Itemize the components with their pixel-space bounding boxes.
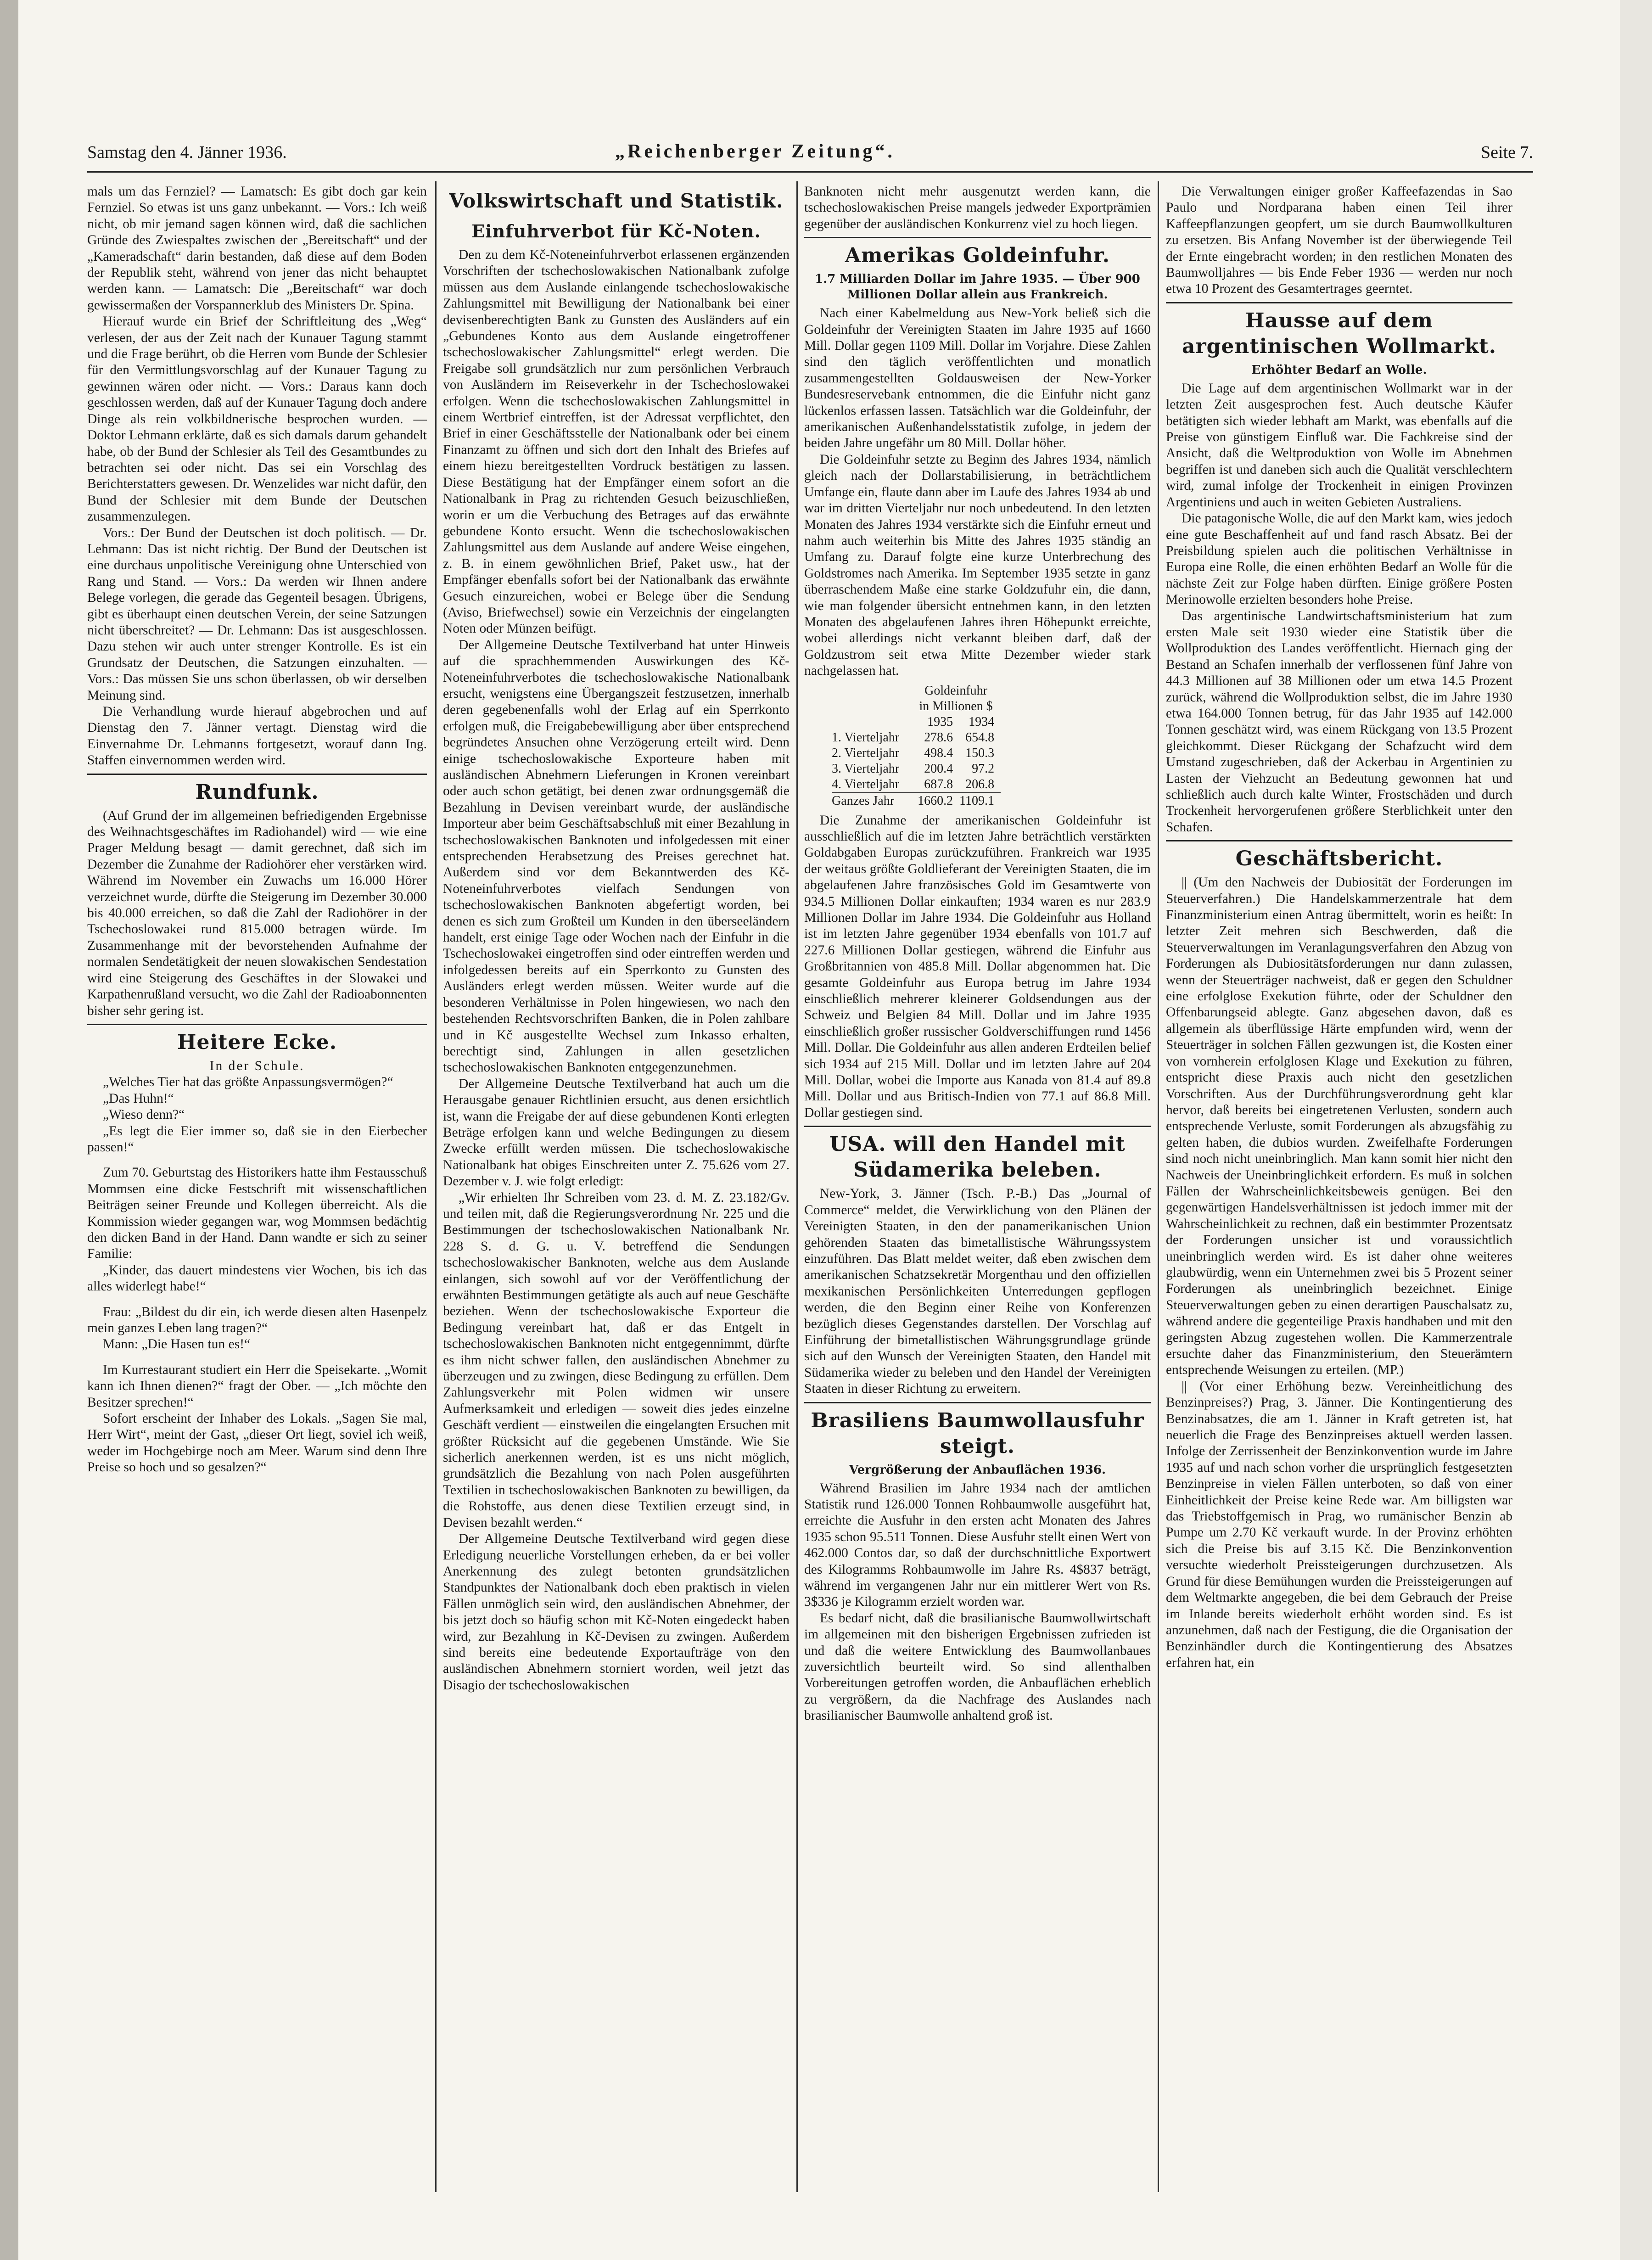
wolle-headline: Hausse auf dem argentinischen Wollmarkt. <box>1182 308 1497 358</box>
anecdote-paragraph: Frau: „Bildest du dir ein, ich werde diesen alten Hasenpelz mein ganzes Leben lang tragen?“ <box>87 1304 427 1335</box>
trial-paragraph: mals um das Fernziel? — Lamatsch: Es gibt doch gar kein Fernziel. So etwas ist uns ganz unbekannt. — Vors.: Ich weiß nicht, ob mir jemand sagen können wird, daß die sachlichen Gründe des Zwiespaltes zwischen der „Bereitschaft“ und der „Kameradschaft“ darin bestanden, daß diese auf dem Boden der Republik steht, während von jener das nicht behauptet werden kann. — Lamatsch: Die „Bereitschaft“ war doch gewissermaßen der Vorspannerklub des Ministers Dr. Spina. <box>87 184 427 313</box>
table-year-header: 1935 <box>927 714 953 729</box>
article-paragraph: Die Goldeinfuhr setzte zu Beginn des Jahres 1934, nämlich gleich nach der Dollarstabilisierung, in beträchtlichem Umfange ein, flaute dann aber im Laufe des Jahres 1934 ab und war im dritten Vierteljahr nur noch unbedeutend. In den letzten Monaten des Jahres 1934 verstärkte sich die Einfuhr erneut und nahm auch weiterhin bis Mitte des Jahres 1935 ständig an Umfang zu. Darauf folgte eine kurze Unterbrechung des Goldstromes nach Amerika. Im September 1935 setzte in ganz überraschendem Maße eine starke Goldzufuhr ein, die dann, wie man folgender übersicht entnehmen kann, in den letzten Monaten des abgelaufenen Jahres ihren Höhepunkt erreichte, wobei allerdings nicht verkannt bleiben darf, daß der Goldzustrom seit etwa Mitte Dezember wieder stark nachgelassen hat. <box>804 452 1151 679</box>
column-3 <box>804 184 1151 2185</box>
cell-1935: 200.4 <box>924 761 953 776</box>
trial-paragraph: Die Verhandlung wurde hierauf abgebrochen und auf Dienstag den 7. Jänner vertagt. Dienstag wird die Einvernahme Dr. Lehmanns fortgesetzt, worauf dann Ing. Staffen einvernommen werden wird. <box>87 704 427 768</box>
divider <box>1166 840 1512 841</box>
column-rule-2 <box>796 181 798 2192</box>
section-headline: Volkswirtschaft und Statistik. <box>449 190 784 212</box>
cell-1934: 150.3 <box>965 746 995 760</box>
wolle-subheadline: Erhöhter Bedarf an Wolle. <box>1251 363 1427 377</box>
article-paragraph: Banknoten nicht mehr ausgenutzt werden kann, die tschechoslowakischen Preise mangels jedweder Exportprämien gegenüber der ausländischen Konkurrenz viel zu hoch liegen. <box>804 184 1151 231</box>
table-header: in Millionen $ <box>919 699 993 713</box>
total-1935: 1660.2 <box>918 793 959 809</box>
joke-line: „Wieso denn?“ <box>103 1107 185 1122</box>
cell-1935: 498.4 <box>924 746 953 760</box>
running-header <box>87 138 1533 170</box>
column-2 <box>443 184 790 2185</box>
table-row <box>832 730 1001 746</box>
joke-line: „Welches Tier hat das größte Anpassungsvermögen?“ <box>103 1075 393 1090</box>
article-paragraph: Der Allgemeine Deutsche Textilverband wird gegen diese Erledigung neuerliche Vorstellungen erheben, da er bei voller Anerkennung des zulegt betonten grundsätzlichen Standpunktes der Nationalbank doch eben praktisch in vielen Fällen unmöglich sein wird, den ausländischen Abnehmer, der bis jetzt doch so häufig schon mit Kč-Noten eingedeckt haben wird, zur Bezahlung in Kč-Devisen zu zwingen. Außerdem sind bereits eine bedeutende Exportaufträge von den ausländischen Abnehmern storniert worden, weil jetzt das Disagio der tschechoslowakischen <box>443 1531 790 1693</box>
anecdote-paragraph: Zum 70. Geburtstag des Historikers hatte ihm Festausschuß Mommsen eine dicke Festschrift mit wissenschaftlichen Beiträgen seiner Freunde und Kollegen überreicht. Als die Kommission wieder gegangen war, wog Mommsen bedächtig den dicken Band in der Hand. Dann wandte er sich zu seiner Familie: <box>87 1165 427 1262</box>
amerika-subheadline: 1.7 Milliarden Dollar im Jahre 1935. — Über 900 Millionen Dollar allein aus Frankreich. <box>815 272 1140 302</box>
anecdote-paragraph: Mann: „Die Hasen tun es!“ <box>103 1337 251 1352</box>
article-paragraph: || (Vor einer Erhöhung bezw. Vereinheitlichung des Benzinpreises?) Prag, 3. Jänner. Die Kontingentierung des Benzinabsatzes, die am 1. Jänner in Kraft getreten ist, hat neuerlich die Frage des Benzinpreises aktuell werden lassen. Infolge der Zerrissenheit der Benzinkonvention wurde im Jahre 1935 auf und nach schon vorher die ursprünglich festgesetzten Benzinpreise in vielen Fällen unterboten, so daß von einer Einheitlichkeit der Preise keine Rede war. Am billigsten war das Triebstoffgemisch in Prag, wo rumänischer Benzin ab Pumpe um 2.70 Kč verkauft wurde. In der Provinz erhöhten sich die Preise bis auf 3.15 Kč. Die Benzinkonvention versuchte wiederholt Preissteigerungen durchzusetzen. Als Grund für diese Bemühungen wurden die Preissteigerungen auf dem Weltmarkte angegeben, die bei dem Gebrauch der Preise im Inlande bereits wiederholt erhöht worden sind. Es ist anzunehmen, daß nach der Festigung, die die Organisation der Benzinhändler durch die Kontingentierung des Absatzes erfahren hat, ein <box>1166 1379 1512 1670</box>
header-rule <box>87 171 1533 173</box>
article-headline: Einfuhrverbot für Kč-Noten. <box>471 221 761 241</box>
rundfunk-headline: Rundfunk. <box>195 780 319 804</box>
table-row <box>832 746 1001 761</box>
rundfunk-paragraph: (Auf Grund der im allgemeinen befriedigenden Ergebnisse des Weihnachtsgeschäftes im Radiohandel) wird — wie eine Prager Meldung besagt — damit gerechnet, daß sich im Dezember die Zunahme der Radiohörer eher verstärken wird. Während im November ein Zuwachs um 16.000 Hörer verzeichnet wurde, dürfte die Steigerung im Dezember 30.000 bis 40.000 erreichen, so daß die Zahl der Radiohörer in der Tschechoslowakei rund 815.000 betragen würde. Im Zusammenhange mit der bevorstehenden Aufnahme der normalen Sendetätigkeit der neuen slowakischen Sendestation wird eine Steigerung des Geschäftes in der Slowakei und Karpathenrußland versucht, wo die Zahl der Radioabonnenten bisher sehr gering ist. <box>87 808 427 1018</box>
scan-right-edge <box>1620 0 1652 2260</box>
article-paragraph: Das argentinische Landwirtschaftsministerium hat zum ersten Male seit 1930 wieder eine Statistik über die Wollproduktion des Landes veröffentlicht. Hiernach ging der Bestand an Schafen innerhalb der verflossenen fünf Jahre von 44.3 Millionen auf 38 Millionen oder um etwa 14.5 Prozent zurück, während die Wollproduktion selbst, die im Jahre 1930 etwa 164.000 Tonnen betrug, für das Jahr 1935 auf 142.000 Tonnen geschätzt wird, was einem Rückgang von 13.5 Prozent gleichkommt. Dieser Rückgang der Schafzucht wird dem Umstand zugeschrieben, daß der Ackerbau in Argentinien zu Lasten der Viehzucht an Bedeutung gewonnen hat und schließlich auch durch kalte Winter, Frostschäden und durch Trockenheit hervorgerufenen größere Sterblichkeit unter den Schafen. <box>1166 608 1512 835</box>
article-paragraph: Der Allgemeine Deutsche Textilverband hat auch um die Herausgabe genauer Richtlinien ersucht, aus denen ersichtlich ist, wann die Freigabe der auf diese gebundenen Konti erlegten Beträge erfolgen kann und welche Bedingungen zu diesem Zwecke erfüllt werden müssen. Die tschechoslowakische Nationalbank hat obiges Einschreiten unter Z. 75.626 vom 27. Dezember v. J. wie folgt erledigt: <box>443 1076 790 1189</box>
row-label: 1. Vierteljahr <box>832 730 900 745</box>
row-label: 3. Vierteljahr <box>832 761 900 776</box>
article-paragraph: Während Brasilien im Jahre 1934 nach der amtlichen Statistik rund 126.000 Tonnen Rohbaumwolle ausgeführt hat, erreichte die Ausfuhr in den ersten acht Monaten des Jahres 1935 schon 95.511 Tonnen. Diese Ausfuhr stellt einen Wert von 462.000 Contos dar, so daß der durchschnittliche Exportwert des Kilogramms Rohbaumwolle im Jahre Rs. 4$837 beträgt, während im vergangenen Jahr nur ein mittlerer Wert von Rs. 3$336 je Kilogramm erzielt worden war. <box>804 1480 1151 1609</box>
gold-import-table <box>832 683 1001 809</box>
table-row <box>832 777 1001 793</box>
scan-left-edge <box>0 0 18 2260</box>
article-paragraph: „Wir erhielten Ihr Schreiben vom 23. d. M. Z. 23.182/Gv. und teilen mit, daß die Regierungsverordnung Nr. 225 und die Bestimmungen der tschechoslowakischen Nationalbank Nr. 228 S. d. G. u. V. betreffend die Sendungen tschechoslowakischer Banknoten, welche aus dem Auslande einlangen, sich sowohl auf vor der Veröffentlichung der erwähnten Bestimmungen getätigte als auch auf neue Geschäfte beziehen. Wenn der tschechoslowakische Exporteur die Bedingung vereinbart hat, daß er das Entgelt in tschechoslowakischen Banknoten nicht entgegennimmt, dürfte es ihm nicht schwer fallen, den ausländischen Abnehmer zu überzeugen und zu zwingen, diese Bedingung zu erfüllen. Dem Zahlungsverkehr mit Polen widmen wir unsere Aufmerksamkeit und erledigen — soweit dies jedes einzelne Geschäft verdient — einstweilen die eingelangten Ersuchen mit größter Rücksicht auf die gegebenen Umstände. Wie Sie sicherlich anerkennen werden, ist es uns nicht möglich, grundsätzlich die Bezahlung von nach Polen ausgeführten Textilien in tschechoslowakischen Banknoten zu bewilligen, da die Rohstoffe, aus denen diese Textilien erzeugt sind, in Devisen bezahlt werden.“ <box>443 1190 790 1530</box>
trial-paragraph: Hierauf wurde ein Brief der Schriftleitung des „Weg“ verlesen, der aus der Zeit nach der Kunauer Tagung stammt und die Frage berührt, ob die Herren vom Bunde der Schlesier für den Vermittlungsvorschlag auf der Kunauer Tagung zu gewinnen wären oder nicht. — Vors.: Daraus kann doch geschlossen werden, daß auf der Kunauer Tagung doch andere Dinge als rein volkbildnerische besprochen wurden. — Doktor Lehmann erklärte, daß es sich damals darum gehandelt habe, ob der Bund der Schlesier als Teil des Gesamtbundes zu betrachten sei oder nicht. Das sei ein Vorschlag des Berichterstatters gewesen. Dr. Wenzelides war nicht dafür, den Bund der Schlesier mit dem Bunde der Deutschen zusammenzulegen. <box>87 314 427 524</box>
article-paragraph: || (Um den Nachweis der Dubiosität der Forderungen im Steuerverfahren.) Die Handelskammerzentrale hat dem Finanzministerium einen Antrag übermittelt, worin es heißt: In letzter Zeit mehren sich Beschwerden, daß die Steuerverwaltungen im Veranlagungsverfahren den Abzug von Forderungen als Dubiositätsforderungen nur dann zulassen, wenn der Steuerträger nachweist, daß er gegen den Schuldner eine erfolglose Exekution führte, oder der Schuldner den Offenbarungseid ablegte. Ganz abgesehen davon, daß es allgemein als überflüssige Härte empfunden wird, wenn der Steuerträger in solchen Fällen gezwungen ist, die Kosten einer von vornherein erfolglosen Klage und Exekution zu führen, entspricht diese Praxis auch nicht den gesetzlichen Vorschriften. Aus der Durchführungsverordnung geht klar hervor, daß bereits bei eingetretenen Verlusten, sondern auch entsprechende Verluste, somit Forderungen als abzugsfähig zu gelten haben, die dubios wurden. Zweifelhafte Forderungen sind noch nicht uneinbringlich. Man kann somit hier nicht den Nachweis der Uneinbringlichkeit erfordern. Es muß in solchen Fällen der Wahrscheinlichkeitsbeweis genügen. Bei den gegenwärtigen Handelsverhältnissen ist jedoch immer mit der Wahrscheinlichkeit zu rechnen, daß ein bestimmter Prozentsatz der Forderungen unsicher ist und voraussichtlich uneinbringlich werden wird. Es ist daher ohne weiteres glaubwürdig, wenn ein Unternehmen zwei bis 5 Prozent seiner Forderungen als uneinbringlich bezeichnet. Einige Steuerverwaltungen geben zu einen derartigen Pauschalsatz zu, während andere die gegenteilige Praxis handhaben und mit den geringsten Abzug zugestehen wollen. Die Kammerzentrale ersuchte daher das Finanzministerium, den Steuerämtern entsprechende Weisungen zu erteilen. (MP.) <box>1166 875 1512 1378</box>
cell-1935: 687.8 <box>924 777 953 791</box>
usa-headline: USA. will den Handel mit Südamerika beleben. <box>829 1133 1126 1182</box>
article-paragraph: Den zu dem Kč-Noteneinfuhrverbot erlassenen ergänzenden Vorschriften der tschechoslowakischen Nationalbank zufolge müssen aus dem Auslande einlangende tschechoslowakische Zahlungsmittel mit Bewilligung der Nationalbank bei einer devisenberechtigten Bank zu Gunsten des Ausländers auf ein „Gebundenes Konto aus dem Auslande eingetroffener tschechoslowakischer Zahlungsmittel“ erlegt werden. Die Freigabe soll grundsätzlich nur zum persönlichen Verbrauch von Ausländern im Reiseverkehr in der Tschechoslowakei erfolgen. Wenn die tschechoslowakischen Zahlungsmittel in einem Wertbrief eintreffen, ist der Adressat verpflichtet, den Brief in einer Geschäftsstelle der Nationalbank oder bei einem Finanzamt zu öffnen und sich dort den Inhalt des Briefes auf einem hiezu bereitgestellten Vordruck bestätigen zu lassen. Diese Bestätigung hat der Empfänger einem sofort an die Nationalbank in Prag zu richtenden Gesuch beizuschließen, worin er um die Verbuchung des Betrages auf das erwähnte gebundene Konto ersucht. Wenn die tschechoslowakischen Zahlungsmittel aus dem Auslande auf andere Weise eingehen, z. B. in einem gewöhnlichen Brief, Paket usw., hat der Empfänger ebenfalls sofort bei der Nationalbank das erwähnte Gesuch einzureichen, wobei er Belege über die Sendung (Aviso, Briefwechsel) sowie ein Verzeichnis der eingelangten Noten oder Münzen beifügt. <box>443 247 790 636</box>
table-row <box>832 761 1001 777</box>
table-year-header: 1934 <box>969 714 995 729</box>
divider <box>87 774 427 775</box>
joke-line: „Das Huhn!“ <box>103 1091 174 1106</box>
column-4 <box>1166 184 1512 2185</box>
total-1934: 1109.1 <box>959 793 1001 809</box>
amerika-headline: Amerikas Goldeinfuhr. <box>845 244 1110 268</box>
total-label: Ganzes Jahr <box>832 793 918 809</box>
table-header: Goldeinfuhr <box>924 683 987 698</box>
divider <box>804 237 1151 238</box>
divider <box>804 1126 1151 1127</box>
article-paragraph: Die Zunahme der amerikanischen Goldeinfuhr ist ausschließlich auf die im letzten Jahre beträchtlich verstärkten Goldabgaben Europas zurückzuführen. Frankreich war 1935 der weitaus größte Goldlieferant der Vereinigten Staaten, die im abgelaufenen Jahre französisches Gold im Gesamtwerte von 934.5 Millionen Dollar einkauften; 1934 waren es nur 283.9 Millionen Dollar im Jahre 1934. Die Goldeinfuhr aus Holland ist im letzten Jahre gegenüber 1934 ebenfalls von 101.7 auf 227.6 Millionen Dollar gestiegen, während die Einfuhr aus Großbritannien von 485.8 Mill. Dollar abgenommen hat. Die gesamte Goldeinfuhr aus Europa betrug im Jahre 1934 einschließlich mehrerer kleinerer Goldsendungen aus der Schweiz und Belgien 84 Mill. Dollar und im Jahre 1935 einschließlich großer russischer Goldverschiffungen rund 1456 Mill. Dollar. Die Goldeinfuhr aus allen anderen Erdteilen belief sich 1934 auf 215 Mill. Dollar und im letzten Jahre auf 204 Mill. Dollar, wobei die Importe aus Kanada von 81.4 auf 89.8 Mill. Dollar und aus Britisch-Indien von 77.1 auf 86.8 Mill. Dollar gestiegen sind. <box>804 813 1151 1120</box>
column-1 <box>87 184 427 2185</box>
table-total-row <box>832 793 1001 809</box>
joke-line: „Es legt die Eier immer so, daß sie in den Eierbecher passen!“ <box>87 1123 427 1155</box>
header-paper-name: „Reichenberger Zeitung“. <box>615 141 895 162</box>
article-paragraph: Die patagonische Wolle, die auf den Markt kam, wies jedoch eine gute Beschaffenheit auf und fand rasch Absatz. Bei der Preisbildung spielen auch die politischen Verhältnisse in Europa eine Rolle, die einen erhöhten Bedarf an Wolle für die nächste Zeit zur Folge haben dürften. Einige größere Posten Merinowolle erzielten besonders hohe Preise. <box>1166 511 1512 607</box>
article-paragraph: Der Allgemeine Deutsche Textilverband hat unter Hinweis auf die sprachhemmenden Auswirkungen des Kč-Noteneinfuhrverbotes die tschechoslowakische Nationalbank ersucht, wenigstens eine Übergangszeit festzusetzen, innerhalb deren gegebenenfalls wohl der Erlag auf ein Sperrkonto erfolgen muß, die Freigabebewilligung aber über entsprechend begründetes Ansuchen ohne Verzögerung erteilt wird. Denn einige tschechoslowakische Exporteure haben mit ausländischen Abnehmern Lieferungen in Kronen vereinbart oder auch schon getätigt, bei denen zwar ordnungsgemäß die Bezahlung in Devisen vereinbart wurde, der ausländische Importeur aber beim Geschäftsabschluß mit einer Bezahlung in tschechoslowakischen Banknoten und infolgedessen mit einer entsprechenden Herabsetzung des Preises gerechnet hat. Außerdem sind vor dem Bekanntwerden des Kč-Noteneinfuhrverbotes vielfach Sendungen von tschechoslowakischen Banknoten abgefertigt worden, bei denen es sich zum Großteil um Kunden in den überseeländern handelt, erst einige Tage oder Wochen nach der Einfuhr in die Tschechoslowakei eingetroffen sind oder eintreffen werden und infolgedessen bereits auf ein Sperrkonto zu Gunsten des Ausländers erlegt werden müssen. Weiter wurde auf die besonderen Verhältnisse in Polen hingewiesen, wo nach den bestehenden Rechtsvorschriften Banken, die in Polen zahlbare und in Kč ausgestellte Wechsel zum Inkasso erhalten, berechtigt sind, Zahlungen in allen gesetzlichen tschechoslowakischen Banknoten entgegenzunehmen. <box>443 637 790 1075</box>
cell-1934: 206.8 <box>965 777 995 791</box>
article-paragraph: Nach einer Kabelmeldung aus New-York beließ sich die Goldeinfuhr der Vereinigten Staaten im Jahre 1935 auf 1660 Mill. Dollar gegen 1109 Mill. Dollar im Vorjahre. Diese Zahlen sind den täglich veröffentlichten und monatlich zusammengestellten Goldausweisen der New-Yorker Bundesreservebank entnommen, die die Einfuhr nicht ganz lückenlos erfassen lassen. Tatsächlich war die Goldeinfuhr, der amerikanischen Außenhandelsstatistik zufolge, in jedem der beiden Jahre ungefähr um 80 Mill. Dollar höher. <box>804 306 1151 451</box>
cell-1934: 654.8 <box>965 730 995 745</box>
trial-paragraph: Vors.: Der Bund der Deutschen ist doch politisch. — Dr. Lehmann: Das ist nicht richtig. Der Bund der Deutschen ist eine durchaus unpolitische Vereinigung ohne Unterschied von Rang und Stand. — Vors.: Da werden wir Ihnen andere Belege vorlegen, die gerade das Gegenteil besagen. Übrigens, gibt es überhaupt einen deutschen Verein, der seine Satzungen nicht überschreitet? — Dr. Lehmann: Das ist ausgeschlossen. Dazu stehen wir auch unter strenger Kontrolle. Es ist ein Grundsatz der Deutschen, die Satzungen einzuhalten. — Vors.: Das müssen Sie uns schon überlassen, ob wir derselben Meinung sind. <box>87 525 427 703</box>
divider <box>1166 302 1512 303</box>
header-date: Samstag den 4. Jänner 1936. <box>87 143 287 162</box>
divider <box>87 1024 427 1025</box>
anecdote-paragraph: Im Kurrestaurant studiert ein Herr die Speisekarte. „Womit kann ich Ihnen dienen?“ fragt der Ober. — „Ich möchte den Besitzer sprechen!“ <box>87 1362 427 1410</box>
column-rule-3 <box>1158 181 1159 2192</box>
article-paragraph: Die Lage auf dem argentinischen Wollmarkt war in der letzten Zeit ausgesprochen fest. Auch deutsche Käufer betätigten sich wieder lebhaft am Markt, was ebenfalls auf die Preise von günstigem Einfluß war. Die Fachkreise sind der Ansicht, daß die Weltproduktion von Wolle im Abnehmen begriffen ist und daneben sich auch die Qualität verschlechtern wird, zumal infolge der Trockenheit in einigen Provinzen Argentiniens und auch in weiten Gebieten Australiens. <box>1166 381 1512 510</box>
heitere-ecke-headline: Heitere Ecke. <box>177 1030 337 1054</box>
brasil-subheadline: Vergrößerung der Anbauflächen 1936. <box>849 1463 1106 1477</box>
article-paragraph: New-York, 3. Jänner (Tsch. P.-B.) Das „Journal of Commerce“ meldet, die Verwirklichung von den Plänen der Vereinigten Staaten, in den der panamerikanischen Union gehörenden Staaten das bimetallistische Währungssystem einzuführen. Das Blatt meldet weiter, daß eben zwischen dem amerikanischen Schatzsekretär Morgenthau und den offiziellen mexikanischen Persönlichkeiten Unterredungen gepflogen werden, die den Beginn einer Reihe von Konferenzen bezüglich dieses Gegenstandes darstellen. Der Vorschlag auf Einführung der bimetallistischen Währungsgrundlage gründe sich auf den Wunsch der Vereinigten Staaten, den Handel mit Südamerika wieder zu beleben und den Handel der Vereinigten Staaten in dieser Richtung zu erweitern. <box>804 1186 1151 1396</box>
row-label: 4. Vierteljahr <box>832 777 900 791</box>
cell-1934: 97.2 <box>972 761 995 776</box>
brasil-headline: Brasiliens Baumwollausfuhr steigt. <box>811 1408 1144 1458</box>
cell-1935: 278.6 <box>924 730 953 745</box>
column-rule-1 <box>435 181 437 2192</box>
row-label: 2. Vierteljahr <box>832 746 900 760</box>
anecdote-paragraph: „Kinder, das dauert mindestens vier Wochen, bis ich das alles widerlegt habe!“ <box>87 1262 427 1294</box>
article-paragraph: Es bedarf nicht, daß die brasilianische Baumwollwirtschaft im allgemeinen mit den bisherigen Ergebnissen zufrieden ist und daß die weitere Entwicklung des Baumwollanbaues zuversichtlich beurteilt wird. So sind allenthalben Vorbereitungen getroffen worden, die Anbauflächen erheblich zu vergrößern, da die Nachfrage des Auslandes nach brasilianischer Baumwolle anhaltend groß ist. <box>804 1610 1151 1723</box>
divider <box>804 1402 1151 1403</box>
geschaeftsbericht-headline: Geschäftsbericht. <box>1235 847 1443 871</box>
anecdote-paragraph: Sofort erscheint der Inhaber des Lokals. „Sagen Sie mal, Herr Wirt“, meint der Gast, „dieser Ort liegt, soviel ich weiß, weder im Hochgebirge noch am Meer. Warum sind denn Ihre Preise so hoch und so gesalzen?“ <box>87 1411 427 1475</box>
article-paragraph: Die Verwaltungen einiger großer Kaffeefazendas in Sao Paulo und Nordparana haben einen Teil ihrer Kaffeepflanzungen geopfert, um sie durch Baumwollkulturen zu ersetzen. Bis Anfang November ist der überwiegende Teil der Ernte eingebracht worden; in den restlichen Monaten des Baumwolljahres — bis Ende Feber 1936 — werden nur noch etwa 10 Prozent des Gesamtertrages geerntet. <box>1166 184 1512 297</box>
schule-subheading: In der Schule. <box>209 1058 305 1073</box>
header-page-number: Seite 7. <box>1481 143 1533 162</box>
